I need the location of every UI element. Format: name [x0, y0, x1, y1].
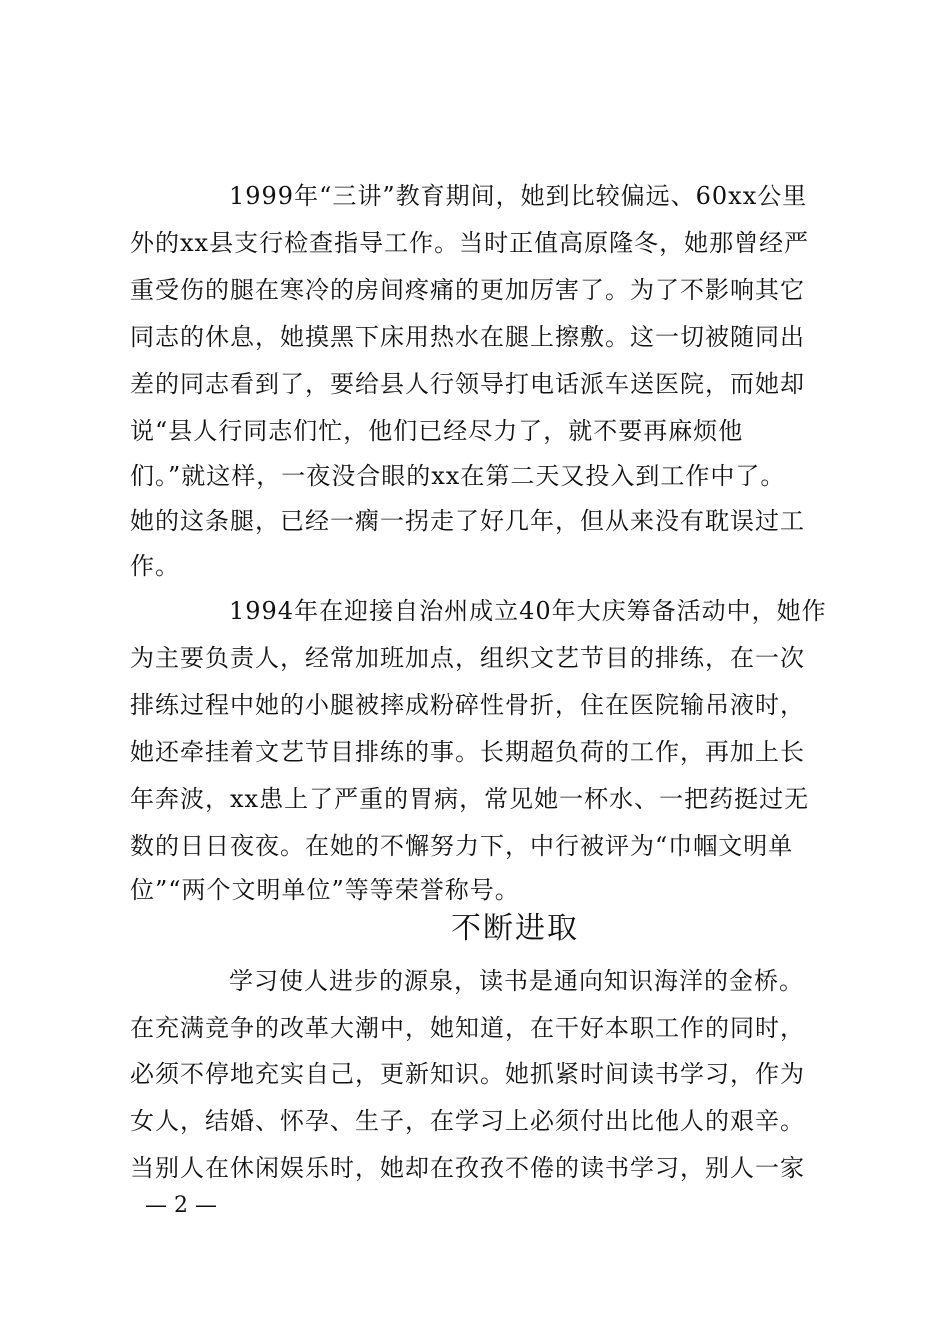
paragraph-line: 在充满竞争的改革大潮中，她知道，在干好本职工作的同时， [130, 1014, 805, 1042]
paragraph-line: 位”“两个文明单位”等等荣誉称号。 [130, 876, 520, 904]
section-heading: 不断进取 [451, 911, 579, 946]
paragraph-line: 年奔波，xx患上了严重的胃病，常见她一杯水、一把药挺过无 [130, 785, 810, 813]
paragraph-line: 排练过程中她的小腿被摔成粉碎性骨折，住在医院输吊液时， [130, 691, 805, 719]
paragraph-line: 作。 [130, 552, 180, 580]
paragraph-line: 女人，结婚、怀孕、生子，在学习上必须付出比他人的艰辛。 [130, 1107, 805, 1135]
paragraph-line: 1999年“三讲”教育期间，她到比较偏远、60xx公里 [229, 182, 808, 210]
paragraph-line: 为主要负责人，经常加班加点，组织文艺节目的排练，在一次 [130, 644, 805, 672]
paragraph-line: 她还牵挂着文艺节目排练的事。长期超负荷的工作，再加上长 [130, 738, 805, 766]
paragraph-line: 说“县人行同志们忙，他们已经尽力了，就不要再麻烦他 [130, 417, 744, 445]
paragraph-line: 外的xx县支行检查指导工作。当时正值高原隆冬，她那曾经严 [130, 229, 810, 257]
paragraph-line: 当别人在休闲娱乐时，她却在孜孜不倦的读书学习，别人一家 [130, 1154, 805, 1182]
paragraph-line: 学习使人进步的源泉，读书是通向知识海洋的金桥。 [229, 967, 804, 995]
paragraph-line: 她的这条腿，已经一瘸一拐走了好几年，但从来没有耽误过工 [130, 507, 805, 535]
paragraph-line: 数的日日夜夜。在她的不懈努力下，中行被评为“巾帼文明单 [130, 832, 794, 860]
page-number: — 2 — [145, 1193, 217, 1218]
paragraph-line: 同志的休息，她摸黑下床用热水在腿上擦敷。这一切被随同出 [130, 323, 805, 351]
paragraph-line: 重受伤的腿在寒冷的房间疼痛的更加厉害了。为了不影响其它 [130, 276, 805, 304]
paragraph-line: 差的同志看到了，要给县人行领导打电话派车送医院，而她却 [130, 370, 805, 398]
paragraph-line: 们。”就这样，一夜没合眼的xx在第二天又投入到工作中了。 [130, 462, 786, 490]
paragraph-line: 1994年在迎接自治州成立40年大庆筹备活动中，她作 [229, 597, 827, 625]
paragraph-line: 必须不停地充实自己，更新知识。她抓紧时间读书学习，作为 [130, 1060, 805, 1088]
